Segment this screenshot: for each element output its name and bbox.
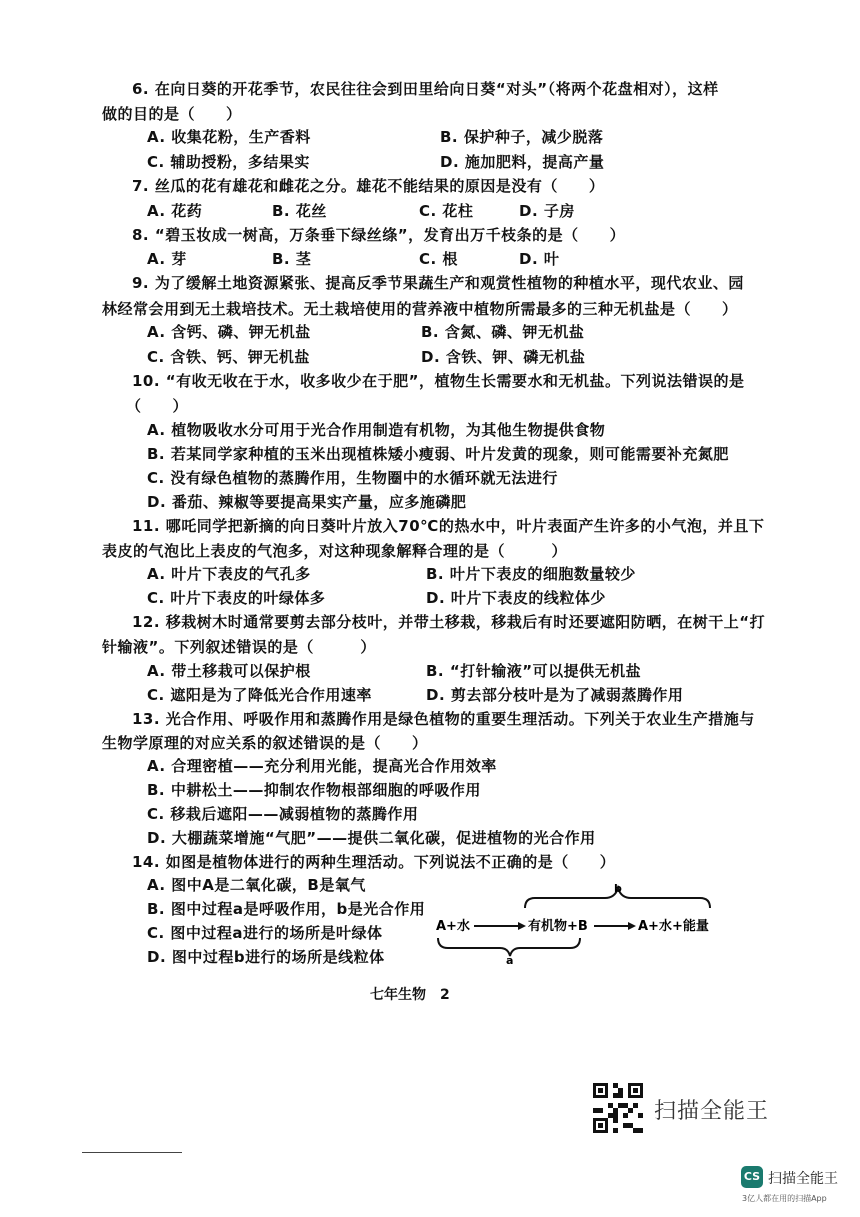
q10-stem-line: （ ） xyxy=(126,397,189,415)
right-term: A+水+能量 xyxy=(638,919,709,934)
q9-stem-line: 9. 为了缓解土地资源紧张、提高反季节果蔬生产和观赏性植物的种植水平，现代农业、园 xyxy=(132,274,744,292)
q14-option-d: D. 图中过程b进行的场所是线粒体 xyxy=(147,948,385,966)
q11-stem-line: 11. 哪吒同学把新摘的向日葵叶片放入70℃的热水中，叶片表面产生许多的小气泡，并且下 xyxy=(132,517,765,535)
q9-option-a: A. 含钙、磷、钾无机盐 xyxy=(147,323,311,341)
qr-code xyxy=(593,1083,643,1133)
q14-option-a: A. 图中A是二氧化碳，B是氧气 xyxy=(147,876,366,894)
q8-option-a: A. 芽 xyxy=(147,250,187,268)
q8-option-b: B. 茎 xyxy=(272,250,312,268)
q10-option-d: D. 番茄、辣椒等要提高果实产量，应多施磷肥 xyxy=(147,493,467,511)
middle-term: 有机物+B xyxy=(528,919,588,934)
q7-option-a: A. 花药 xyxy=(147,202,203,220)
q13-option-b: B. 中耕松土——抑制农作物根部细胞的呼吸作用 xyxy=(147,781,481,799)
q10-option-c: C. 没有绿色植物的蒸腾作用，生物圈中的水循环就无法进行 xyxy=(147,469,558,487)
label-a: a xyxy=(506,954,514,965)
q7-stem-line: 7. 丝瓜的花有雄花和雌花之分。雄花不能结果的原因是没有（ ） xyxy=(132,177,605,195)
q12-option-d: D. 剪去部分枝叶是为了减弱蒸腾作用 xyxy=(426,686,684,704)
q13-option-a: A. 合理密植——充分利用光能，提高光合作用效率 xyxy=(147,757,497,775)
q6-stem-line: 做的目的是（ ） xyxy=(102,105,242,123)
watermark-tagline: 3亿人都在用的扫描App xyxy=(742,1194,827,1203)
q14-option-c: C. 图中过程a进行的场所是叶绿体 xyxy=(147,924,383,942)
q12-option-a: A. 带土移栽可以保护根 xyxy=(147,662,311,680)
divider xyxy=(82,1152,182,1153)
q14-option-b: B. 图中过程a是呼吸作用，b是光合作用 xyxy=(147,900,426,918)
q7-option-b: B. 花丝 xyxy=(272,202,327,220)
q6-option-d: D. 施加肥料，提高产量 xyxy=(440,153,605,171)
q12-stem-line: 针输液”。下列叙述错误的是（ ） xyxy=(102,638,376,656)
q10-option-a: A. 植物吸收水分可用于光合作用制造有机物，为其他生物提供食物 xyxy=(147,421,606,439)
q8-stem-line: 8. “碧玉妆成一树高，万条垂下绿丝绦”，发育出万千枝条的是（ ） xyxy=(132,226,626,244)
q6-stem-line: 6. 在向日葵的开花季节，农民往往会到田里给向日葵“对头”（将两个花盘相对），这样 xyxy=(132,80,719,98)
q8-option-c: C. 根 xyxy=(419,250,458,268)
page-footer: 七年生物 2 xyxy=(370,987,450,1003)
q13-option-d: D. 大棚蔬菜增施“气肥”——提供二氧化碳，促进植物的光合作用 xyxy=(147,829,596,847)
q10-stem-line: 10. “有收无收在于水，收多收少在于肥”，植物生长需要水和无机盐。下列说法错误的是 xyxy=(132,372,745,390)
q7-option-c: C. 花柱 xyxy=(419,202,474,220)
q11-option-d: D. 叶片下表皮的线粒体少 xyxy=(426,589,606,607)
label-b: b xyxy=(614,882,622,895)
q9-option-d: D. 含铁、钾、磷无机盐 xyxy=(421,348,586,366)
q8-option-d: D. 叶 xyxy=(519,250,560,268)
q12-option-c: C. 遮阳是为了降低光合作用速率 xyxy=(147,686,372,704)
q7-option-d: D. 子房 xyxy=(519,202,575,220)
q11-option-c: C. 叶片下表皮的叶绿体多 xyxy=(147,589,326,607)
q11-option-a: A. 叶片下表皮的气孔多 xyxy=(147,565,311,583)
process-diagram xyxy=(430,880,730,965)
q12-stem-line: 12. 移栽树木时通常要剪去部分枝叶，并带土移栽，移栽后有时还要遮阳防晒，在树干上“打 xyxy=(132,613,766,631)
q6-option-b: B. 保护种子，减少脱落 xyxy=(440,128,604,146)
camscanner-logo-icon: CS xyxy=(741,1166,763,1188)
q6-option-c: C. 辅助授粉，多结果实 xyxy=(147,153,310,171)
left-term: A+水 xyxy=(436,919,470,934)
watermark-text: 扫描全能王 xyxy=(654,1099,770,1124)
q13-option-c: C. 移栽后遮阳——减弱植物的蒸腾作用 xyxy=(147,805,419,823)
q6-option-a: A. 收集花粉，生产香料 xyxy=(147,128,311,146)
q13-stem-line: 13. 光合作用、呼吸作用和蒸腾作用是绿色植物的重要生理活动。下列关于农业生产措施与 xyxy=(132,710,755,728)
q9-option-c: C. 含铁、钙、钾无机盐 xyxy=(147,348,310,366)
q13-stem-line: 生物学原理的对应关系的叙述错误的是（ ） xyxy=(102,734,428,752)
q11-option-b: B. 叶片下表皮的细胞数量较少 xyxy=(426,565,636,583)
q14-stem-line: 14. 如图是植物体进行的两种生理活动。下列说法不正确的是（ ） xyxy=(132,853,616,871)
q9-option-b: B. 含氮、磷、钾无机盐 xyxy=(421,323,585,341)
q12-option-b: B. “打针输液”可以提供无机盐 xyxy=(426,662,642,680)
watermark-brand: 扫描全能王 xyxy=(768,1171,838,1187)
q9-stem-line: 林经常会用到无土栽培技术。无土栽培使用的营养液中植物所需最多的三种无机盐是（ ） xyxy=(102,300,738,318)
q11-stem-line: 表皮的气泡比上表皮的气泡多，对这种现象解释合理的是（ ） xyxy=(102,542,568,560)
q10-option-b: B. 若某同学家种植的玉米出现植株矮小瘦弱、叶片发黄的现象，则可能需要补充氮肥 xyxy=(147,445,729,463)
